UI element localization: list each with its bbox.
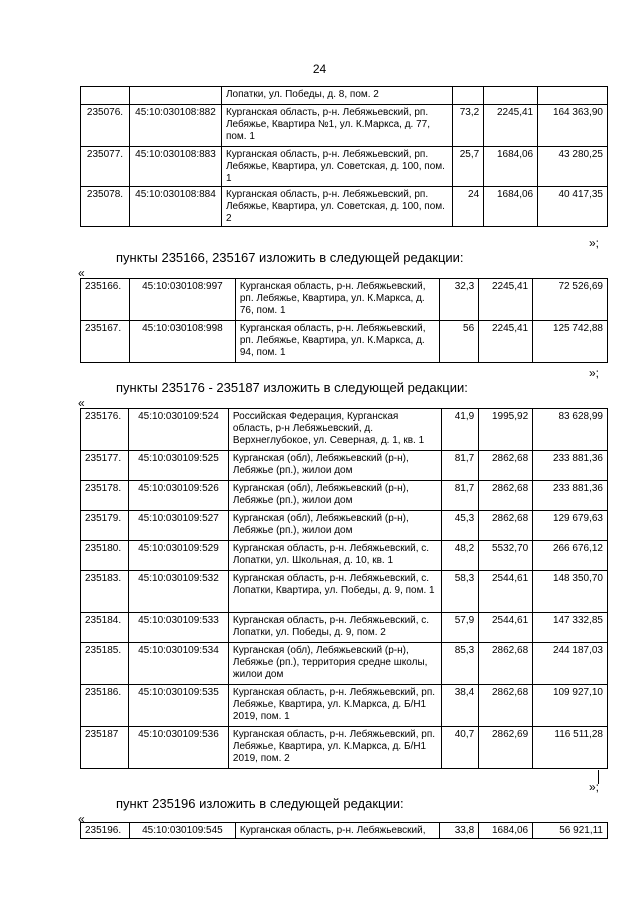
cadastral-number-cell: 45:10:030109:525 — [128, 451, 228, 481]
row-number-cell: 235178. — [81, 481, 129, 511]
address-cell: Курганская область, р-н. Лебяжьевский, с. Лопатки, Квартира, ул. Победы, д. 9, пом. 1 — [228, 571, 441, 613]
address-cell: Курганская (обл), Лебяжьевский (р-н), Лебяжье (рп.), жилои дом — [228, 451, 441, 481]
area-cell: 41,9 — [442, 409, 479, 451]
quote-close-2: »; — [588, 366, 599, 380]
unit-price-cell: 2245,41 — [479, 279, 533, 321]
cadastral-value-cell: 148 350,70 — [533, 571, 608, 613]
unit-price-cell: 2862,68 — [479, 451, 533, 481]
cadastral-number-cell: 45:10:030109:527 — [128, 511, 228, 541]
cadastral-value-cell: 43 280,25 — [538, 147, 608, 187]
cadastral-value-cell: 266 676,12 — [533, 541, 608, 571]
area-cell: 24 — [453, 187, 484, 227]
address-cell: Курганская область, р-н. Лебяжьевский, рп. Лебяжье, Квартира, ул. Советская, д. 100, пом. 2 — [221, 187, 452, 227]
cadastral-value-cell: 40 417,35 — [538, 187, 608, 227]
table-row — [81, 541, 608, 571]
unit-price-cell: 2862,68 — [479, 643, 533, 685]
unit-price-cell: 2862,68 — [479, 685, 533, 727]
row-number-cell: 235166. — [81, 279, 130, 321]
quote-open-3: « — [78, 812, 85, 826]
table-row — [81, 279, 608, 321]
table-1-body — [81, 87, 608, 227]
cadastral-value-cell: 233 881,36 — [533, 451, 608, 481]
table-row — [81, 105, 608, 147]
cadastral-value-cell: 147 332,85 — [533, 613, 608, 643]
area-cell: 45,3 — [442, 511, 479, 541]
area-cell: 32,3 — [440, 279, 479, 321]
row-number-cell: 235176. — [81, 409, 129, 451]
row-number-cell: 235187 — [81, 727, 129, 769]
table-row — [81, 613, 608, 643]
row-number-cell: 235167. — [81, 321, 130, 363]
unit-price-cell — [484, 87, 538, 105]
table-row — [81, 451, 608, 481]
table-row — [81, 187, 608, 227]
cadastral-value-cell: 129 679,63 — [533, 511, 608, 541]
cadastral-value-cell: 164 363,90 — [538, 105, 608, 147]
cadastral-number-cell: 45:10:030109:535 — [128, 685, 228, 727]
cadastral-number-cell: 45:10:030109:532 — [128, 571, 228, 613]
quote-close-3: »; — [588, 780, 599, 794]
unit-price-cell: 2245,41 — [484, 105, 538, 147]
table-row — [81, 511, 608, 541]
address-cell: Курганская область, р-н. Лебяжьевский, рп. Лебяжье, Квартира, ул. К.Маркса, д. Б/Н1 2019, пом. 1 — [228, 685, 441, 727]
row-number-cell: 235183. — [81, 571, 129, 613]
unit-price-cell: 1684,06 — [484, 187, 538, 227]
unit-price-cell: 2544,61 — [479, 613, 533, 643]
area-cell: 56 — [440, 321, 479, 363]
table-row — [81, 87, 608, 105]
area-cell: 25,7 — [453, 147, 484, 187]
table-row — [81, 727, 608, 769]
row-number-cell: 235077. — [81, 147, 130, 187]
cadastral-number-cell: 45:10:030108:998 — [129, 321, 235, 363]
table-4-body — [81, 823, 608, 839]
area-cell: 33,8 — [440, 823, 479, 839]
unit-price-cell: 2862,68 — [479, 481, 533, 511]
paragraph-1: пункты 235166, 235167 изложить в следующей редакции: — [116, 250, 464, 265]
unit-price-cell: 2862,68 — [479, 511, 533, 541]
row-number-cell: 235186. — [81, 685, 129, 727]
cadastral-number-cell: 45:10:030109:526 — [128, 481, 228, 511]
row-number-cell: 235196. — [81, 823, 130, 839]
address-cell: Курганская (обл), Лебяжьевский (р-н), Лебяжье (рп.), жилои дом — [228, 481, 441, 511]
table-1 — [80, 86, 608, 227]
area-cell: 81,7 — [442, 481, 479, 511]
quote-open-1: « — [78, 266, 85, 280]
cadastral-number-cell: 45:10:030109:545 — [129, 823, 235, 839]
row-number-cell: 235184. — [81, 613, 129, 643]
address-cell: Курганская область, р-н. Лебяжьевский, рп. Лебяжье, Квартира, ул. Советская, д. 100, пом. 1 — [221, 147, 452, 187]
row-number-cell: 235177. — [81, 451, 129, 481]
address-cell: Курганская область, р-н. Лебяжьевский, с. Лопатки, ул. Победы, д. 9, пом. 2 — [228, 613, 441, 643]
unit-price-cell: 2245,41 — [479, 321, 533, 363]
address-cell: Курганская область, р-н. Лебяжьевский, рп. Лебяжье, Квартира, ул. К.Маркса, д. Б/Н1 2019, пом. 2 — [228, 727, 441, 769]
table-4 — [80, 822, 608, 839]
address-cell: Российская Федерация, Курганская область, р-н Лебяжьевский, д. Верхнеглубокое, ул. Северная, д. 1, кв. 1 — [228, 409, 441, 451]
address-cell: Курганская область, р-н. Лебяжьевский, рп. Лебяжье, Квартира, ул. К.Маркса, д. 76, пом. 1 — [235, 279, 439, 321]
unit-price-cell: 1684,06 — [479, 823, 533, 839]
cadastral-value-cell: 233 881,36 — [533, 481, 608, 511]
cadastral-value-cell: 109 927,10 — [533, 685, 608, 727]
paragraph-2: пункты 235176 - 235187 изложить в следующей редакции: — [116, 380, 468, 395]
table-row — [81, 643, 608, 685]
table-3-body — [81, 409, 608, 769]
area-cell: 48,2 — [442, 541, 479, 571]
table-2 — [80, 278, 608, 363]
cadastral-value-cell: 244 187,03 — [533, 643, 608, 685]
address-cell: Курганская (обл), Лебяжьевский (р-н), Лебяжье (рп.), территория средне школы, жилои дом — [228, 643, 441, 685]
row-number-cell: 235078. — [81, 187, 130, 227]
area-cell: 73,2 — [453, 105, 484, 147]
address-cell: Курганская область, р-н. Лебяжьевский, рп. Лебяжье, Квартира №1, ул. К.Маркса, д. 77, пом. 1 — [221, 105, 452, 147]
address-cell: Курганская область, р-н. Лебяжьевский, с. Лопатки, ул. Школьная, д. 10, кв. 1 — [228, 541, 441, 571]
table-row — [81, 823, 608, 839]
table-row — [81, 685, 608, 727]
address-cell: Курганская (обл), Лебяжьевский (р-н), Лебяжье (рп.), жилои дом — [228, 511, 441, 541]
table-row — [81, 409, 608, 451]
address-cell: Лопатки, ул. Победы, д. 8, пом. 2 — [221, 87, 452, 105]
paragraph-3: пункт 235196 изложить в следующей редакции: — [116, 796, 404, 811]
unit-price-cell: 1995,92 — [479, 409, 533, 451]
table-row — [81, 147, 608, 187]
area-cell: 40,7 — [442, 727, 479, 769]
cadastral-value-cell: 125 742,88 — [533, 321, 608, 363]
area-cell — [453, 87, 484, 105]
cadastral-number-cell: 45:10:030108:884 — [129, 187, 221, 227]
cadastral-value-cell: 83 628,99 — [533, 409, 608, 451]
table-2-body — [81, 279, 608, 363]
unit-price-cell: 2862,69 — [479, 727, 533, 769]
area-cell: 38,4 — [442, 685, 479, 727]
cadastral-value-cell: 56 921,11 — [533, 823, 608, 839]
row-number-cell — [81, 87, 130, 105]
address-cell: Курганская область, р-н. Лебяжьевский, рп. Лебяжье, Квартира, ул. К.Маркса, д. 94, пом. 1 — [235, 321, 439, 363]
cadastral-number-cell: 45:10:030109:533 — [128, 613, 228, 643]
area-cell: 81,7 — [442, 451, 479, 481]
table-row — [81, 571, 608, 613]
table-row — [81, 321, 608, 363]
address-cell: Курганская область, р-н. Лебяжьевский, — [235, 823, 439, 839]
cadastral-number-cell: 45:10:030108:997 — [129, 279, 235, 321]
cadastral-number-cell — [129, 87, 221, 105]
row-number-cell: 235179. — [81, 511, 129, 541]
quote-open-2: « — [78, 396, 85, 410]
unit-price-cell: 5532,70 — [479, 541, 533, 571]
cadastral-value-cell: 72 526,69 — [533, 279, 608, 321]
cadastral-number-cell: 45:10:030109:534 — [128, 643, 228, 685]
cadastral-value-cell: 116 511,28 — [533, 727, 608, 769]
cadastral-number-cell: 45:10:030108:882 — [129, 105, 221, 147]
row-number-cell: 235076. — [81, 105, 130, 147]
unit-price-cell: 2544,61 — [479, 571, 533, 613]
area-cell: 85,3 — [442, 643, 479, 685]
cadastral-number-cell: 45:10:030109:524 — [128, 409, 228, 451]
row-number-cell: 235185. — [81, 643, 129, 685]
unit-price-cell: 1684,06 — [484, 147, 538, 187]
page-number: 24 — [312, 62, 327, 76]
quote-close-1: »; — [588, 236, 599, 250]
cadastral-number-cell: 45:10:030108:883 — [129, 147, 221, 187]
area-cell: 58,3 — [442, 571, 479, 613]
cadastral-value-cell — [538, 87, 608, 105]
area-cell: 57,9 — [442, 613, 479, 643]
cadastral-number-cell: 45:10:030109:529 — [128, 541, 228, 571]
table-3 — [80, 408, 608, 769]
cadastral-number-cell: 45:10:030109:536 — [128, 727, 228, 769]
table-row — [81, 481, 608, 511]
row-number-cell: 235180. — [81, 541, 129, 571]
